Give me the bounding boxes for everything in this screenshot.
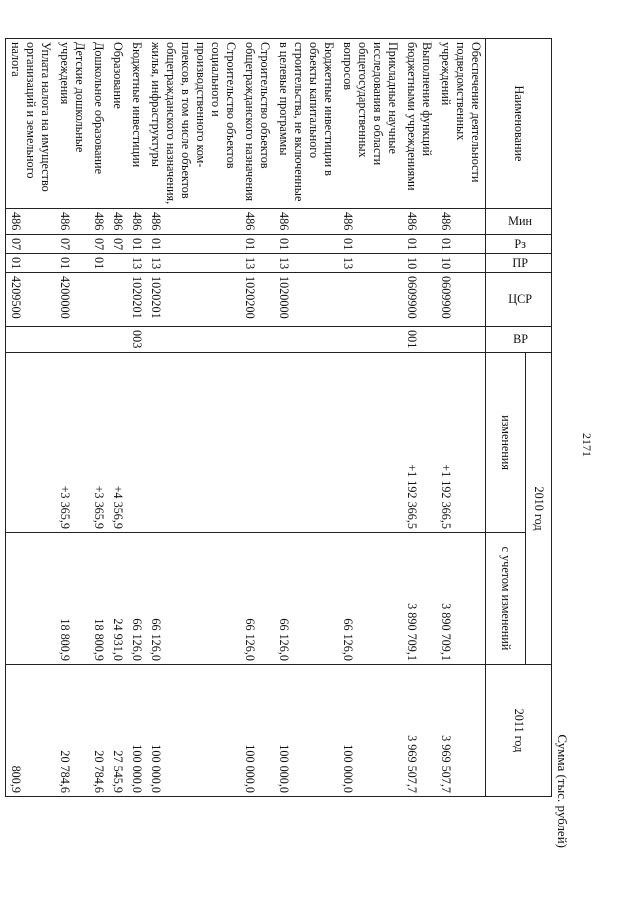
row-name: Бюджетные инвестиции в объекты капитального строительства, не включенные в целевые программы xyxy=(274,39,338,209)
row-with-changes: 18 800,9 xyxy=(89,533,108,665)
row-2011: 100 000,0 xyxy=(274,665,338,797)
row-pr: 01 xyxy=(6,254,56,273)
row-vr xyxy=(146,327,240,353)
row-2011: 20 784,6 xyxy=(89,665,108,797)
row-pr: 10 xyxy=(436,254,486,273)
row-csr xyxy=(89,273,108,327)
budget-table xyxy=(5,38,552,797)
row-csr: 0609900 xyxy=(402,273,436,327)
row-csr: 1020201 xyxy=(146,273,240,327)
row-name: Бюджетные инвестиции xyxy=(127,39,146,209)
header-vr: ВР xyxy=(486,327,552,353)
row-2011: 20 784,6 xyxy=(55,665,89,797)
row-rz: 07 xyxy=(108,235,127,254)
row-rz: 07 xyxy=(55,235,89,254)
row-vr xyxy=(6,327,56,353)
table-row xyxy=(55,39,89,797)
row-changes xyxy=(6,353,56,533)
row-with-changes: 24 931,0 xyxy=(108,533,127,665)
row-min: 486 xyxy=(274,209,338,235)
row-csr: 0609900 xyxy=(436,273,486,327)
row-changes xyxy=(338,353,402,533)
row-pr: 10 xyxy=(402,254,436,273)
row-with-changes: 3 890 709,1 xyxy=(436,533,486,665)
row-with-changes xyxy=(6,533,56,665)
page-number: 2171 xyxy=(580,433,594,457)
table-row xyxy=(89,39,108,797)
table-row xyxy=(402,39,436,797)
row-with-changes: 66 126,0 xyxy=(338,533,402,665)
row-csr: 4209500 xyxy=(6,273,56,327)
row-min: 486 xyxy=(436,209,486,235)
row-2011: 100 000,0 xyxy=(240,665,274,797)
row-min: 486 xyxy=(108,209,127,235)
row-vr xyxy=(338,327,402,353)
row-changes: +3 365,9 xyxy=(55,353,89,533)
row-min: 486 xyxy=(127,209,146,235)
row-with-changes: 66 126,0 xyxy=(274,533,338,665)
row-vr xyxy=(436,327,486,353)
header-pr: ПР xyxy=(486,254,552,273)
header-2010: 2010 год xyxy=(526,353,552,665)
row-rz: 01 xyxy=(274,235,338,254)
table-row xyxy=(6,39,56,797)
row-name: Прикладные научные исследования в области общегосударственных вопросов xyxy=(338,39,402,209)
table-row xyxy=(338,39,402,797)
row-changes: +1 192 366,5 xyxy=(402,353,436,533)
row-csr: 1020000 xyxy=(274,273,338,327)
row-pr: 13 xyxy=(274,254,338,273)
row-name: Образование xyxy=(108,39,127,209)
row-2011: 27 545,9 xyxy=(108,665,127,797)
row-changes xyxy=(127,353,146,533)
row-with-changes: 66 126,0 xyxy=(127,533,146,665)
header-with-changes: с учетом изменений xyxy=(486,533,526,665)
row-rz: 01 xyxy=(240,235,274,254)
row-vr xyxy=(274,327,338,353)
row-csr: 1020200 xyxy=(240,273,274,327)
row-rz: 07 xyxy=(6,235,56,254)
row-min: 486 xyxy=(402,209,436,235)
table-row xyxy=(146,39,240,797)
header-csr: ЦСР xyxy=(486,273,552,327)
row-vr xyxy=(89,327,108,353)
row-csr xyxy=(338,273,402,327)
row-rz: 07 xyxy=(89,235,108,254)
row-min: 486 xyxy=(240,209,274,235)
row-name: Выполнение функций бюджетными учреждениями xyxy=(402,39,436,209)
row-csr: 4200000 xyxy=(55,273,89,327)
row-name: Детские дошкольные учреждения xyxy=(55,39,89,209)
table-row xyxy=(127,39,146,797)
header-rz: Рз xyxy=(486,235,552,254)
header-2011: 2011 год xyxy=(486,665,552,797)
row-name: Дошкольное образование xyxy=(89,39,108,209)
row-min: 486 xyxy=(6,209,56,235)
row-rz: 01 xyxy=(338,235,402,254)
header-name: Наименование xyxy=(486,39,552,209)
row-changes xyxy=(240,353,274,533)
row-changes: +1 192 366,5 xyxy=(436,353,486,533)
table-row xyxy=(240,39,274,797)
row-changes: +4 356,9 xyxy=(108,353,127,533)
row-2011: 800,9 xyxy=(6,665,56,797)
row-csr: 1020201 xyxy=(127,273,146,327)
row-pr: 13 xyxy=(146,254,240,273)
row-with-changes: 66 126,0 xyxy=(146,533,240,665)
header-min: Мин xyxy=(486,209,552,235)
row-csr xyxy=(108,273,127,327)
row-rz: 01 xyxy=(436,235,486,254)
row-2011: 100 000,0 xyxy=(146,665,240,797)
row-name: Строительство объектов социального и производственного комплексов, в том числе объектов общегражданского назначения, жилья, инфраструктуры xyxy=(146,39,240,209)
row-min: 486 xyxy=(146,209,240,235)
table-row xyxy=(108,39,127,797)
row-vr xyxy=(55,327,89,353)
row-pr xyxy=(108,254,127,273)
row-min: 486 xyxy=(55,209,89,235)
row-2011: 100 000,0 xyxy=(338,665,402,797)
row-pr: 01 xyxy=(89,254,108,273)
row-pr: 01 xyxy=(55,254,89,273)
row-vr xyxy=(240,327,274,353)
row-rz: 01 xyxy=(402,235,436,254)
row-vr xyxy=(108,327,127,353)
row-vr: 003 xyxy=(127,327,146,353)
row-with-changes: 3 890 709,1 xyxy=(402,533,436,665)
table-row xyxy=(436,39,486,797)
row-2011: 3 969 507,7 xyxy=(402,665,436,797)
table-caption: Сумма (тыс. рублей) xyxy=(555,734,570,848)
row-name: Уплата налога на имущество организаций и земельного налога xyxy=(6,39,56,209)
header-changes: изменения xyxy=(486,353,526,533)
row-2011: 3 969 507,7 xyxy=(436,665,486,797)
row-2011: 100 000,0 xyxy=(127,665,146,797)
row-min: 486 xyxy=(89,209,108,235)
row-pr: 13 xyxy=(240,254,274,273)
row-vr: 001 xyxy=(402,327,436,353)
row-changes xyxy=(146,353,240,533)
row-with-changes: 18 800,9 xyxy=(55,533,89,665)
row-rz: 01 xyxy=(146,235,240,254)
row-name: Строительство объектов общегражданского назначения xyxy=(240,39,274,209)
table-row xyxy=(274,39,338,797)
row-rz: 01 xyxy=(127,235,146,254)
row-min: 486 xyxy=(338,209,402,235)
row-pr: 13 xyxy=(127,254,146,273)
row-with-changes: 66 126,0 xyxy=(240,533,274,665)
row-name: Обеспечение деятельности подведомственных учреждений xyxy=(436,39,486,209)
row-changes: +3 365,9 xyxy=(89,353,108,533)
row-pr: 13 xyxy=(338,254,402,273)
row-changes xyxy=(274,353,338,533)
